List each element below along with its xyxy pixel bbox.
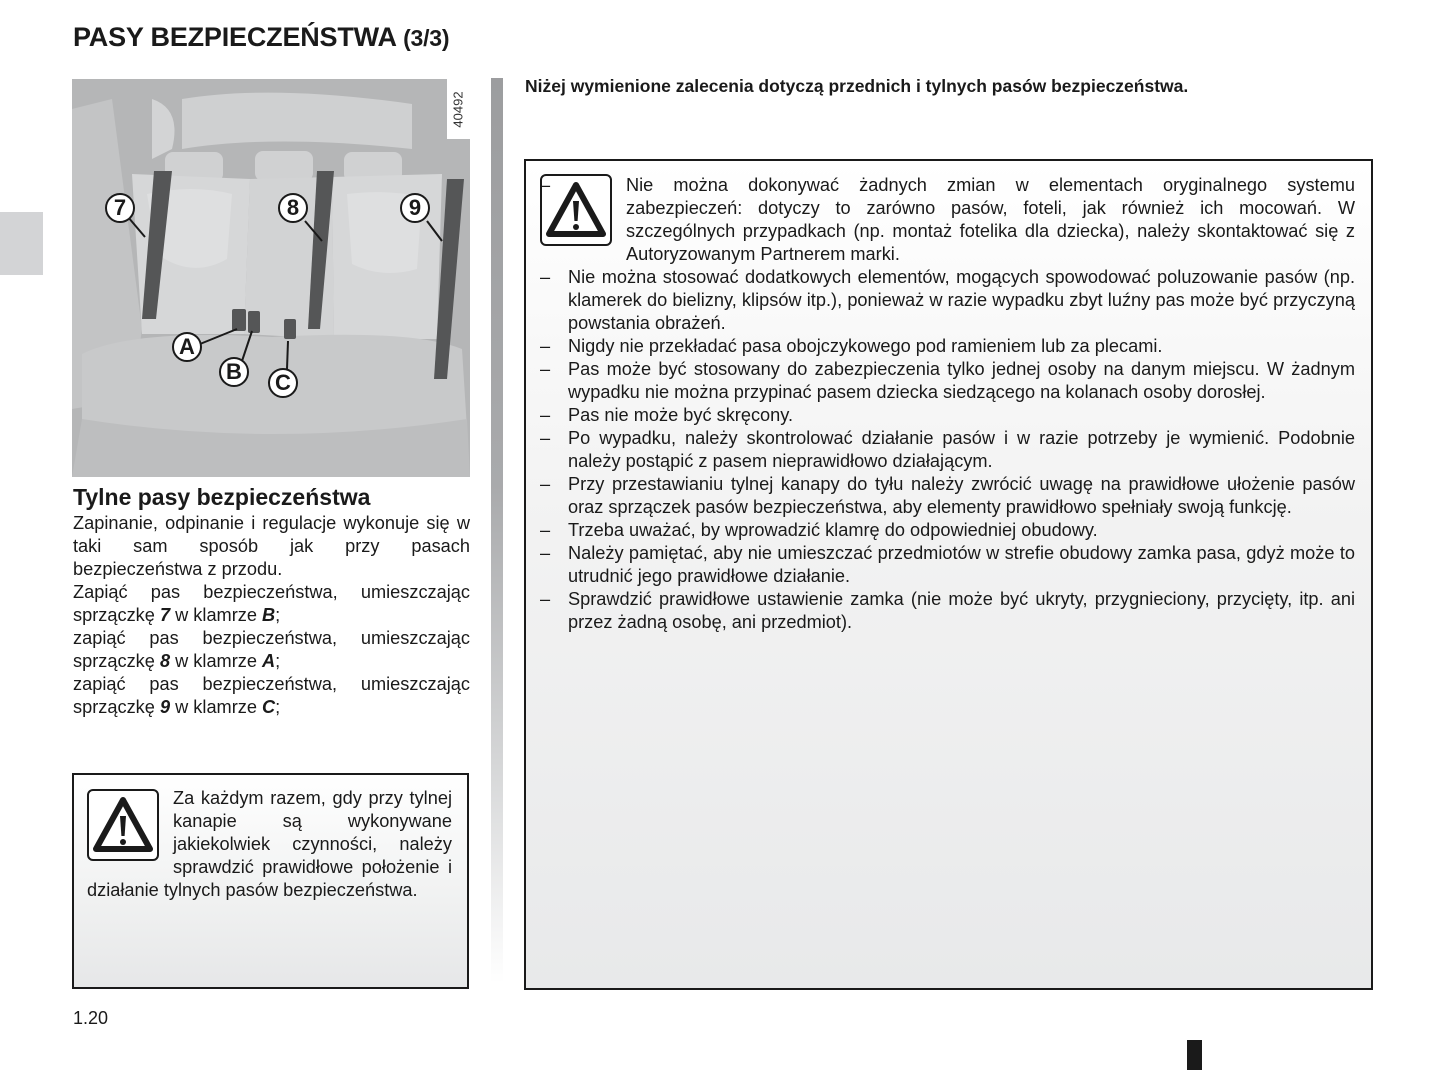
rear-seat-drawing [72, 79, 470, 477]
warning-item: – Przy przestawianiu tylnej kanapy do tyłu należy zwrócić uwagę na prawidłowe ułożenie pasów oraz sprzączek pasów bezpieczeństwa, aby elementy prawidłowo spełniały swoją funkcję. [540, 473, 1355, 519]
buckle-ref: A [262, 651, 276, 671]
tongue-ref: 7 [159, 605, 171, 625]
seatbelt-warning-box [524, 159, 1373, 990]
page-title [73, 22, 449, 53]
buckle-c-shape [284, 319, 296, 339]
chapter-tab-marker [0, 212, 43, 275]
warning-item: – Nie można stosować dodatkowych elementów, mogących spowodować poluzowanie pasów (np. klamerek do bielizny, klipsów itp.), ponieważ w razie wypadku zbyt luźny pas może być przyczyną powstania obrażeń. [540, 266, 1355, 335]
warning-item: – Nigdy nie przekładać pasa obojczykowego pod ramieniem lub za plecami. [540, 335, 1355, 358]
warning-item: – Nie można dokonywać żadnych zmian w elementach oryginalnego systemu zabezpieczeń: dotyczy to zarówno pasów, foteli, jak również ich mocowań. W szczególnych przypadkach (np. montaż fotelika dla dziecka), należy skontaktować się z Autoryzowanym Partnerem marki. [540, 174, 1355, 266]
page-number: 1.20 [73, 1008, 109, 1028]
buckle-ref: C [262, 697, 276, 717]
headrest-middle [255, 151, 313, 181]
callout-a: A [172, 332, 202, 362]
callout-9: 9 [400, 193, 430, 223]
buckle-b-shape [248, 311, 260, 333]
warning-text: Za każdym razem, gdy przy tylnej kanapie są wykonywane jakiekolwiek czynności, należy sprawdzić prawidłowe położenie i działanie tylnych pasów bezpieczeństwa. [87, 788, 452, 900]
instruction-line: Zapiąć pas bezpieczeństwa, umieszczając sprzączkę 7 w klamrze B; [73, 582, 470, 625]
page-part-indicator: (3/3) [403, 25, 450, 51]
callout-c: C [268, 368, 298, 398]
warning-list [540, 174, 1355, 634]
rear-seat-illustration [72, 79, 470, 477]
callout-8: 8 [278, 193, 308, 223]
warning-item: – Po wypadku, należy skontrolować działanie pasów i w razie potrzeby je wymienić. Podobnie należy postąpić z pasem nieprawidłowo działającym. [540, 427, 1355, 473]
leader-line-c [287, 341, 288, 369]
warning-item: – Należy pamiętać, aby nie umieszczać przedmiotów w strefie obudowy zamka pasa, gdyż może to utrudnić jego prawidłowe działanie. [540, 542, 1355, 588]
rear-seat-warning-box [72, 773, 469, 989]
tongue-ref: 9 [159, 697, 171, 717]
buckle-a-shape [232, 309, 246, 331]
recommendations-intro: Niżej wymienione zalecenia dotyczą przednich i tylnych pasów bezpieczeństwa. [525, 76, 1189, 96]
figure-id-label: 40492 [447, 79, 470, 139]
tongue-ref: 8 [159, 651, 171, 671]
warning-item: – Trzeba uważać, by wprowadzić klamrę do odpowiedniej obudowy. [540, 519, 1355, 542]
instruction-line: zapiąć pas bezpieczeństwa, umieszczając sprzączkę 9 w klamrze C; [73, 674, 470, 717]
warning-triangle-icon [87, 789, 159, 861]
callout-b: B [219, 357, 249, 387]
callout-7: 7 [105, 193, 135, 223]
page-title-text: PASY BEZPIECZEŃSTWA [73, 22, 396, 52]
column-separator [491, 78, 503, 983]
section-body [73, 512, 470, 719]
rear-window [182, 93, 412, 149]
intro-paragraph: Zapinanie, odpinanie i regulacje wykonuje się w taki sam sposób jak przy pasach bezpieczeństwa z przodu. [73, 513, 470, 579]
page-edge-marker [1187, 1040, 1202, 1070]
warning-item: – Pas może być stosowany do zabezpieczenia tylko jednej osoby na danym miejscu. W żadnym wypadku nie można przypinać pasem dziecka siedzącego na kolanach osoby dorosłej. [540, 358, 1355, 404]
warning-item: – Sprawdzić prawidłowe ustawienie zamka (nie może być ukryty, przygnieciony, przycięty, itp. ani przez żadną osobę, ani przedmiot). [540, 588, 1355, 634]
instruction-line: zapiąć pas bezpieczeństwa, umieszczając sprzączkę 8 w klamrze A; [73, 628, 470, 671]
rear-belts-section [73, 482, 470, 719]
buckle-ref: B [262, 605, 276, 625]
warning-item: – Pas nie może być skręcony. [540, 404, 1355, 427]
section-heading: Tylne pasy bezpieczeństwa [73, 484, 371, 510]
